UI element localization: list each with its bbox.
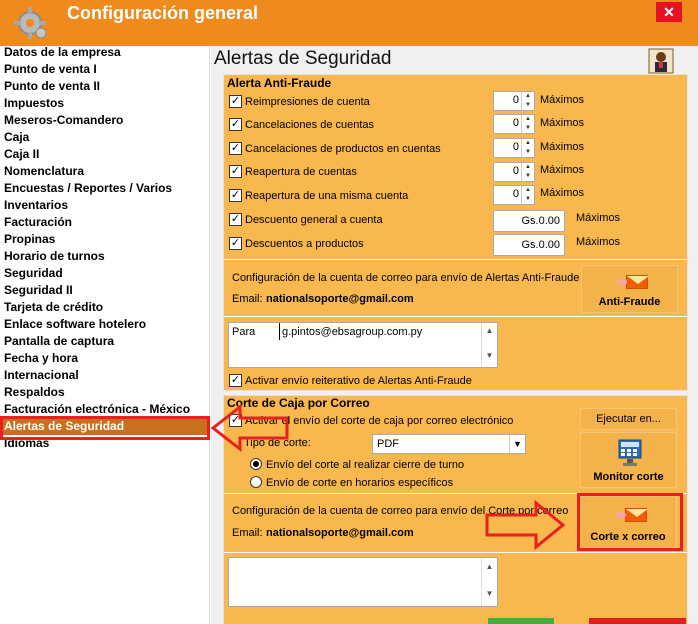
sidebar-item-encuestas[interactable]: Encuestas / Reportes / Varios: [4, 181, 173, 195]
sidebar-item-punto-venta-2[interactable]: Punto de venta II: [4, 79, 101, 93]
antifraude-button[interactable]: [581, 265, 678, 313]
textarea-scrollbar[interactable]: ▲ ▼: [481, 558, 497, 606]
spinner-arrows-icon[interactable]: ▲ ▼: [521, 115, 534, 133]
sidebar-item-alertas-seguridad[interactable]: Alertas de Seguridad: [0, 418, 209, 435]
antifraude-group: [223, 74, 688, 391]
ejecutar-button[interactable]: Ejecutar en...: [580, 408, 677, 430]
sidebar-item-nomenclatura[interactable]: Nomenclatura: [4, 164, 85, 178]
spinner-value: 0: [512, 165, 519, 177]
page-title: Alertas de Seguridad: [214, 48, 392, 69]
gear-icon: [12, 5, 48, 41]
cancel-button[interactable]: [589, 618, 686, 624]
spinner-value: 0: [512, 117, 519, 129]
checkbox[interactable]: ✓: [230, 164, 241, 177]
input-descuento-productos[interactable]: Gs.0.00: [493, 234, 565, 256]
sidebar-item-meseros[interactable]: Meseros-Comandero: [4, 113, 124, 127]
para-textarea[interactable]: [228, 322, 498, 368]
corte-correo-button-label: Corte x correo: [590, 531, 666, 543]
tipo-corte-select[interactable]: [372, 434, 526, 454]
email-label: Email:: [232, 527, 263, 539]
spinner-cancelaciones-productos[interactable]: [493, 138, 535, 158]
sidebar-item-facturacion-electronica[interactable]: Facturación electrónica - México: [4, 402, 191, 416]
unit-label: Máximos: [540, 117, 585, 129]
tipo-corte-value: PDF: [377, 438, 399, 450]
unit-label: Máximos: [540, 94, 585, 106]
sidebar-item-fecha-hora[interactable]: Fecha y hora: [4, 351, 79, 365]
sidebar: [0, 46, 210, 624]
checkbox[interactable]: ✓: [230, 117, 241, 130]
mail-icon: [626, 275, 648, 289]
spinner-arrows-icon[interactable]: ▲ ▼: [521, 163, 534, 181]
sidebar-item-enlace-hotelero[interactable]: Enlace software hotelero: [4, 317, 147, 331]
chevron-down-icon[interactable]: ▼: [509, 435, 525, 453]
row-reimpresiones[interactable]: [229, 93, 370, 111]
sidebar-item-impuestos[interactable]: Impuestos: [4, 96, 65, 110]
red-arrow-right-icon: [484, 500, 566, 550]
checkbox[interactable]: ✓: [230, 373, 241, 386]
checkbox[interactable]: ✓: [230, 188, 241, 201]
textarea-scrollbar[interactable]: ▲ ▼: [481, 323, 497, 367]
reiterate-checkbox-row[interactable]: [229, 372, 472, 390]
monitor-corte-label: Monitor corte: [593, 471, 664, 483]
spinner-value: 0: [512, 188, 519, 200]
sidebar-item-pantalla-captura[interactable]: Pantalla de captura: [4, 334, 115, 348]
email-value: nationalsoporte@gmail.com: [266, 293, 414, 305]
unit-label: Máximos: [540, 141, 585, 153]
sidebar-item-punto-venta-1[interactable]: Punto de venta I: [4, 62, 97, 76]
tipo-corte-label: Tipo de corte:: [244, 437, 311, 449]
activate-label: Activar el envío del corte de caja por correo electrónico: [245, 415, 514, 427]
sidebar-item-inventarios[interactable]: Inventarios: [4, 198, 69, 212]
input-descuento-general[interactable]: Gs.0.00: [493, 210, 565, 232]
spinner-arrows-icon[interactable]: ▲ ▼: [521, 186, 534, 204]
radio-button[interactable]: [250, 458, 262, 470]
unit-label: Máximos: [540, 164, 585, 176]
row-label: Reapertura de cuentas: [245, 166, 357, 178]
mail-config-text: Configuración de la cuenta de correo para envío de Alertas Anti-Fraude: [232, 272, 580, 284]
radio-horarios[interactable]: [250, 474, 453, 492]
checkbox[interactable]: ✓: [230, 212, 241, 225]
email-value: nationalsoporte@gmail.com: [266, 527, 414, 539]
row-label: Descuentos a productos: [245, 238, 364, 250]
sidebar-item-propinas[interactable]: Propinas: [4, 232, 56, 246]
sidebar-item-tarjeta-credito[interactable]: Tarjeta de crédito: [4, 300, 104, 314]
row-label: Cancelaciones de cuentas: [245, 119, 375, 131]
row-reapertura-misma[interactable]: [229, 187, 408, 205]
row-cancelaciones-productos[interactable]: [229, 140, 441, 158]
checkbox[interactable]: ✓: [230, 94, 241, 107]
radio-cierre-turno[interactable]: [250, 456, 464, 474]
spinner-reapertura-misma[interactable]: [493, 185, 535, 205]
accept-button[interactable]: [488, 618, 554, 624]
sidebar-item-idiomas[interactable]: Idiomas: [4, 436, 50, 450]
title-bar: [0, 0, 698, 46]
unit-label: Máximos: [540, 187, 585, 199]
spinner-value: 0: [512, 94, 519, 106]
row-reapertura-cuentas[interactable]: [229, 163, 357, 181]
row-label: Cancelaciones de productos en cuentas: [245, 143, 441, 155]
email-label: Email:: [232, 293, 263, 305]
para-label: Para: [232, 326, 256, 338]
unit-label: Máximos: [576, 236, 621, 248]
mail-config-text: Configuración de la cuenta de correo para envío del Corte por correo: [232, 505, 569, 517]
sidebar-item-horario-turnos[interactable]: Horario de turnos: [4, 249, 105, 263]
radio-label: Envío de corte en horarios específicos: [266, 477, 454, 489]
monitor-corte-button[interactable]: [580, 432, 677, 488]
row-label: Reapertura de una misma cuenta: [245, 190, 409, 202]
row-descuento-general[interactable]: [229, 211, 383, 229]
antifraude-mail-panel: [224, 259, 687, 317]
row-cancelaciones-cuentas[interactable]: [229, 116, 374, 134]
highlight-box-corte-button: [577, 493, 683, 551]
sidebar-item-caja-2[interactable]: Caja II: [4, 147, 40, 161]
highlight-box-sidebar: [0, 416, 210, 440]
sidebar-item-facturacion[interactable]: Facturación: [4, 215, 73, 229]
red-arrow-left-icon: [210, 404, 290, 452]
sidebar-item-seguridad[interactable]: Seguridad: [4, 266, 63, 280]
sidebar-item-internacional[interactable]: Internacional: [4, 368, 79, 382]
spinner-cancelaciones-cuentas[interactable]: [493, 114, 535, 134]
mail-speed-icon: [617, 279, 627, 285]
antifraude-group-title: Alerta Anti-Fraude: [227, 76, 332, 90]
reiterate-label: Activar envío reiterativo de Alertas Anti-Fraude: [245, 375, 472, 387]
close-button[interactable]: ✕: [656, 2, 682, 22]
monitor-calculator-icon: [617, 439, 643, 467]
corte-group-title: Corte de Caja por Correo: [227, 396, 370, 410]
checkbox[interactable]: ✓: [230, 236, 241, 249]
sidebar-item-caja[interactable]: Caja: [4, 130, 30, 144]
row-label: Reimpresiones de cuenta: [245, 96, 370, 108]
unit-label: Máximos: [576, 212, 621, 224]
sidebar-item-seguridad-2[interactable]: Seguridad II: [4, 283, 73, 297]
antifraude-button-label: Anti-Fraude: [598, 296, 661, 308]
checkbox[interactable]: ✓: [230, 413, 241, 426]
para-value: g.pintos@ebsagroup.com.py: [282, 326, 423, 338]
spinner-reimpresiones[interactable]: [493, 91, 535, 111]
sidebar-item-respaldos[interactable]: Respaldos: [4, 385, 65, 399]
radio-label: Envío del corte al realizar cierre de turno: [266, 459, 465, 471]
checkbox[interactable]: ✓: [230, 141, 241, 154]
sidebar-item-datos-empresa[interactable]: Datos de la empresa: [4, 45, 121, 59]
radio-button[interactable]: [250, 476, 262, 488]
window-title: Configuración general: [67, 3, 259, 23]
spinner-reapertura-cuentas[interactable]: [493, 162, 535, 182]
spinner-arrows-icon[interactable]: ▲ ▼: [521, 92, 534, 110]
spinner-arrows-icon[interactable]: ▲ ▼: [521, 139, 534, 157]
corte-para-textarea[interactable]: [228, 557, 498, 607]
row-label: Descuento general a cuenta: [245, 214, 383, 226]
user-security-icon: [648, 48, 674, 74]
row-descuento-productos[interactable]: [229, 235, 364, 253]
spinner-value: 0: [512, 141, 519, 153]
